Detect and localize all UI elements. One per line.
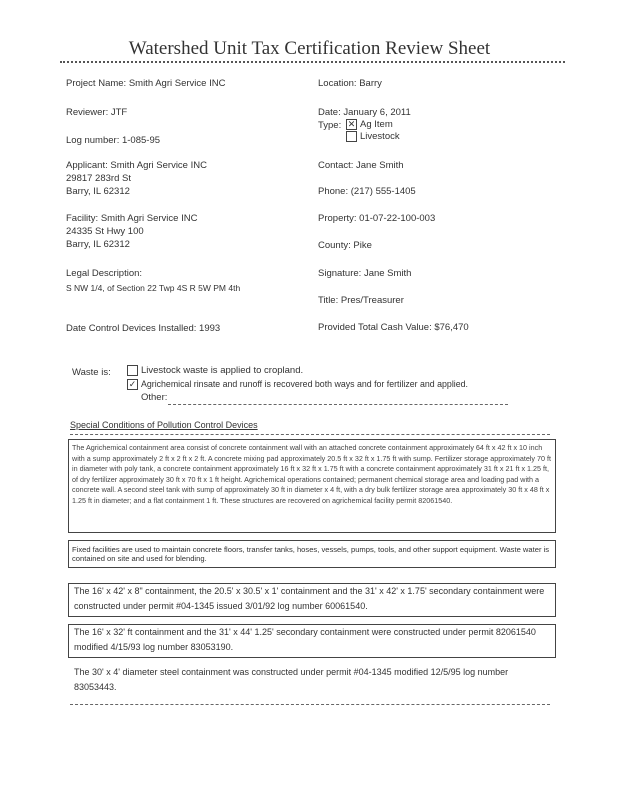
- type-livestock-checkbox: [346, 131, 357, 142]
- waste-label: Waste is:: [72, 367, 111, 378]
- type-label: Type:: [318, 120, 342, 131]
- contact-field: Contact: Jane Smith: [318, 160, 404, 171]
- waste-agrichemical-label: Agrichemical rinsate and runoff is recovered both ways and for fertilizer and applied.: [141, 379, 468, 389]
- title-divider: [60, 61, 565, 63]
- title-field: Title: Pres/Treasurer: [318, 295, 404, 306]
- special-conditions-paragraph: The Agrichemical containment area consist of concrete containment wall with an attached concrete containment approximately 64 ft x 42 ft x 10 inch with a sump approximately 2 ft x 2 ft x 2 ft. A concrete mixing pad approximately 20.5 ft x 32 ft x 1.75 ft with sump. Fertilizer storage approximately 70 ft in diameter with poly tank, a concrete containment approximately 16 ft x 32 ft x 1.75 ft with a concrete containment approximately 31 ft x 21 ft x 1.25 ft, of dry fertilizer approximately 30 ft x 70 ft x 1 ft height. Agrichemical operations contained; permanent chemical storage area and loading pad with a concrete wall. A second steel tank with sump of approximately 30 ft in diameter x 4 ft, with a dry bulk fertilizer storage area approximately 30 ft x 48 ft x 1.25 ft in diameter; and a flat containment 1 ft. These structures are recovered on agrichemical facility permit 82061540.: [72, 443, 551, 505]
- legal-description-label: Legal Description:: [66, 268, 143, 279]
- facility-field: Facility: Smith Agri Service INC: [66, 213, 198, 224]
- applicant-address-line1: 29817 283rd St: [66, 173, 131, 184]
- phone-field: Phone: (217) 555-1405: [318, 186, 416, 197]
- reviewer-field: Reviewer: JTF: [66, 107, 128, 118]
- note-fixed-facilities: Fixed facilities are used to maintain concrete floors, transfer tanks, hoses, vessels, pumps, tools, and other support equipment. Waste water is contained on site and used for blending.: [72, 545, 550, 563]
- waste-other-label: Other:: [141, 392, 168, 404]
- type-ag-label: Ag Item: [360, 119, 393, 131]
- waste-option-livestock: [127, 365, 303, 376]
- applicant-address-line2: Barry, IL 62312: [66, 186, 130, 197]
- signature-field: Signature: Jane Smith: [318, 268, 412, 279]
- bottom-divider: [70, 704, 550, 705]
- provided-value-field: Provided Total Cash Value: $76,470: [318, 322, 469, 333]
- legal-description-text: S NW 1/4, of Section 22 Twp 4S R 5W PM 4th: [66, 283, 241, 293]
- waste-other-checkbox: [127, 392, 138, 403]
- facility-address-line2: Barry, IL 62312: [66, 239, 130, 250]
- facility-address-line1: 24335 St Hwy 100: [66, 226, 144, 237]
- date-field: Date: January 6, 2011: [318, 107, 411, 118]
- type-livestock-option: [346, 131, 400, 142]
- waste-other-blank-line: [168, 404, 508, 405]
- note-steel-containment: The 30' x 4' diameter steel containment was constructed under permit #04-1345 modified 12/5/95 log number 83053443.: [74, 667, 509, 692]
- page-title: Watershed Unit Tax Certification Review Sheet: [128, 38, 491, 59]
- project-name-field: Project Name: Smith Agri Service INC: [66, 78, 226, 89]
- location-field: Location: Barry: [318, 78, 382, 89]
- county-field: County: Pike: [318, 240, 372, 251]
- waste-option-other: [127, 392, 167, 403]
- type-ag-option: [346, 119, 393, 130]
- property-field: Property: 01-07-22-100-003: [318, 213, 436, 224]
- waste-livestock-checkbox: [127, 365, 138, 376]
- note-containment-modified: The 16' x 32' ft containment and the 31' x 44' 1.25' secondary containment were constructed under permit 82061540 modified 4/15/93 log number 83053190.: [74, 627, 536, 652]
- note-containment-1993: The 16' x 42' x 8" containment, the 20.5' x 30.5' x 1' containment and the 31' x 42' x 1.75' secondary containment were constructed under permit #04-1345 issued 3/01/92 log number 60061540.: [74, 586, 545, 611]
- applicant-field: Applicant: Smith Agri Service INC: [66, 160, 207, 171]
- type-ag-checkbox: ✕: [347, 119, 356, 129]
- waste-agrichemical-checkbox: ✓: [128, 379, 137, 390]
- type-livestock-label: Livestock: [360, 131, 400, 143]
- date-control-devices-field: Date Control Devices Installed: 1993: [66, 323, 221, 334]
- log-number-field: Log number: 1-085-95: [66, 135, 161, 146]
- waste-option-agrichemical: [127, 379, 468, 390]
- waste-livestock-label: Livestock waste is applied to cropland.: [141, 365, 304, 377]
- special-conditions-title: Special Conditions of Pollution Control Devices: [70, 420, 258, 430]
- special-conditions-divider: [70, 434, 550, 435]
